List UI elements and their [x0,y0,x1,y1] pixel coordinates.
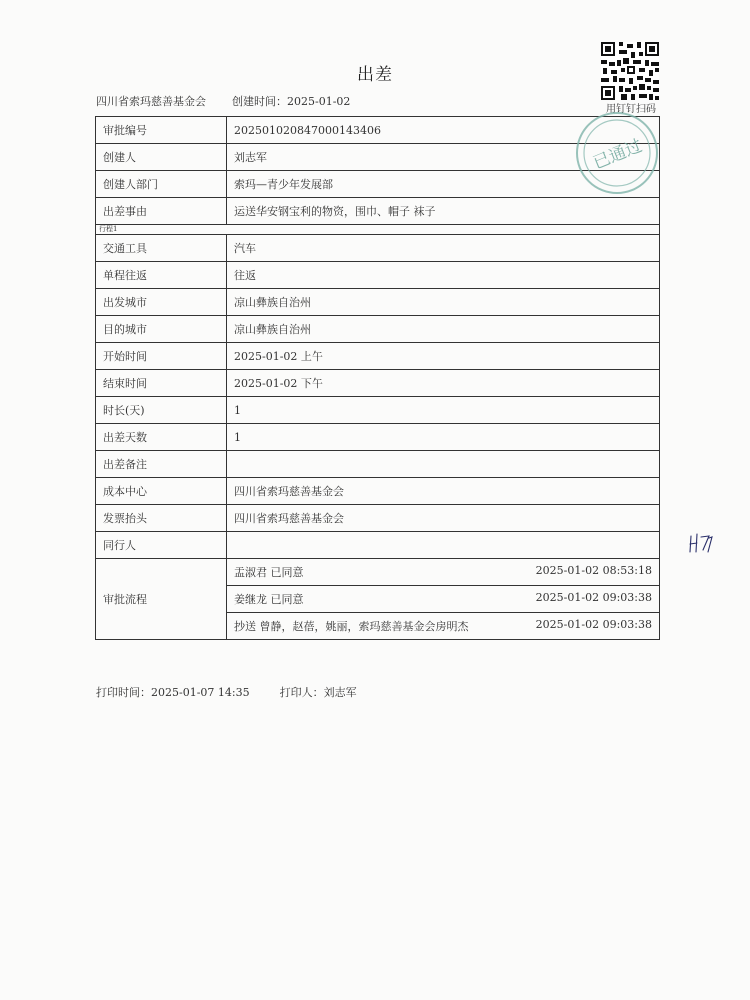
approval-step-time: 2025-01-02 08:53:18 [535,564,652,577]
form-row [96,397,660,424]
form-row [96,235,660,262]
document-title: 出差 [357,65,393,85]
form-row [96,262,660,289]
field-label: 同行人 [96,532,227,559]
field-value: 索玛—青少年发展部 [227,171,660,198]
form-row [96,289,660,316]
field-label: 出差事由 [96,198,227,225]
printer-value: 刘志军 [323,686,357,699]
field-label: 创建人 [96,144,227,171]
qr-code-icon [601,42,659,100]
form-row [96,451,660,478]
created-time-value: 2025-01-02 [287,95,351,108]
form-row [96,532,660,559]
field-label: 单程往返 [96,262,227,289]
handwritten-note [688,530,716,556]
approval-step [227,586,660,613]
approval-step-row [96,559,660,586]
field-value: 往返 [227,262,660,289]
field-label: 交通工具 [96,235,227,262]
field-label: 出差备注 [96,451,227,478]
form-row [96,424,660,451]
document-subheader [96,93,350,109]
field-value [227,532,660,559]
approval-step-text: 盂淑君 已同意 [234,566,304,579]
field-label: 开始时间 [96,343,227,370]
field-value: 凉山彝族自治州 [227,316,660,343]
form-row [96,370,660,397]
print-time-value: 2025-01-07 14:35 [151,686,250,699]
field-label: 创建人部门 [96,171,227,198]
field-value: 2025-01-02 上午 [227,343,660,370]
form-row [96,198,660,225]
created-time-label: 创建时间： [232,95,287,108]
approval-flow-label: 审批流程 [96,559,227,640]
field-value: 2025-01-02 下午 [227,370,660,397]
field-label: 审批编号 [96,117,227,144]
field-value: 汽车 [227,235,660,262]
field-value: 刘志军 [227,144,660,171]
section-row [96,225,660,235]
field-label: 成本中心 [96,478,227,505]
organization-name: 四川省索玛慈善基金会 [96,95,206,108]
field-value: 四川省索玛慈善基金会 [227,478,660,505]
approval-step-text: 姜继龙 已同意 [234,593,304,606]
approval-step-time: 2025-01-02 09:03:38 [535,591,652,604]
field-value: 运送华安钢宝利的物资，围巾、帽子 袜子 [227,198,660,225]
stamp-text: 已通过 [590,136,646,174]
field-value: 1 [227,397,660,424]
print-footer [96,684,357,700]
field-value: 凉山彝族自治州 [227,289,660,316]
form-row [96,343,660,370]
approval-step [227,613,660,640]
form-row [96,505,660,532]
field-value: 1 [227,424,660,451]
approval-step-text: 抄送 曾静，赵蓓，姚丽，索玛慈善基金会房明杰 [234,620,469,633]
approved-stamp [574,110,660,196]
field-value: 四川省索玛慈善基金会 [227,505,660,532]
field-label: 时长(天) [96,397,227,424]
field-label: 结束时间 [96,370,227,397]
field-label: 发票抬头 [96,505,227,532]
qr-caption: 用钉钉扫码 [606,104,656,115]
print-time-label: 打印时间： [96,686,151,699]
field-value: 202501020847000143406 [227,117,660,144]
approval-step [227,559,660,586]
field-label: 出发城市 [96,289,227,316]
printer-label: 打印人： [279,686,324,699]
approval-step-time: 2025-01-02 09:03:38 [535,618,652,631]
form-row [96,478,660,505]
section-label: 行程1 [96,225,660,235]
field-label: 目的城市 [96,316,227,343]
form-row [96,316,660,343]
field-value [227,451,660,478]
field-label: 出差天数 [96,424,227,451]
